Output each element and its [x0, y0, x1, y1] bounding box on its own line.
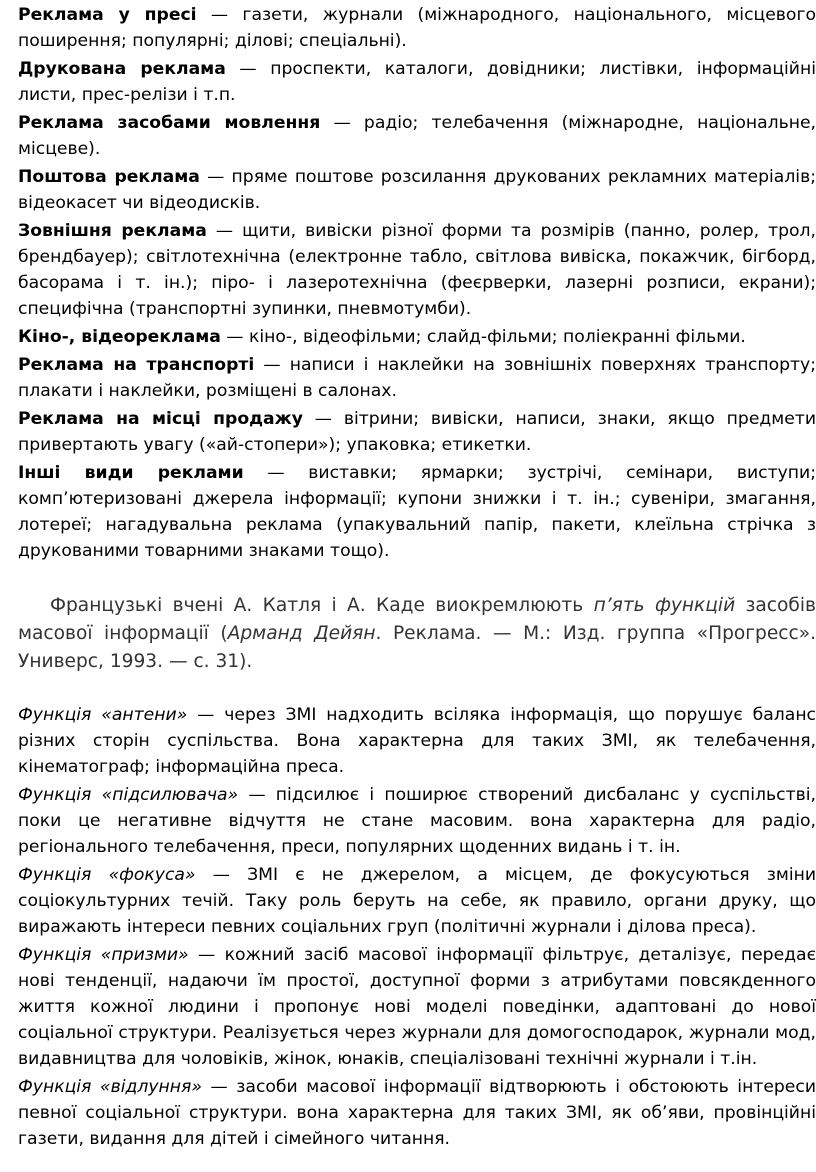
ad-type-description: — вітрини; вивіски, написи, знаки, якщо предмети привертають увагу («ай-стопери»); упаковка; етикетки.	[18, 409, 816, 455]
ad-type-description: — проспекти, каталоги, довідники; листівки, інформаційні листи, прес-релізи і т.п.	[18, 59, 816, 105]
function-description: — підсилює і поширює створений дисбаланс у суспільстві, поки це негативне відчуття не стане масовим. вона характерна для радіо, регіонального телебачення, преси, популярних щоденних видань і т. ін.	[18, 785, 816, 857]
ad-type-description: — виставки; ярмарки; зустрічі, семінари, виступи; комп’ютеризовані джерела інформації; купони знижки і т. ін.; сувеніри, змагання, лотереї; нагадувальна реклама (упакувальний папір, пакети, клеїльна стрічка з друкованими товарними знаками тощо).	[18, 463, 816, 561]
ad-type-film-video	[18, 324, 816, 350]
ad-type-term: Друкована реклама	[18, 59, 226, 79]
ad-type-print	[18, 56, 816, 108]
intro-emphasis: п’ять функцій	[593, 595, 736, 616]
ad-types-list	[18, 2, 816, 564]
function-focus	[18, 862, 816, 940]
intro-author: Арманд Дейян	[227, 623, 376, 644]
intro-text: засобів масової інформації (	[18, 595, 816, 644]
ad-type-term: Зовнішня реклама	[18, 221, 207, 241]
ad-type-point-of-sale	[18, 406, 816, 458]
function-antenna	[18, 702, 816, 780]
function-prism	[18, 942, 816, 1072]
function-description: — засоби масової інформації відтворюють і обстоюють інтереси певної соціальної структури. вона характерна для таких ЗМІ, як об’яви, провінційні газети, видання для дітей і сімейного читання.	[18, 1077, 816, 1149]
media-functions-list	[18, 702, 816, 1152]
ad-type-term: Кіно-, відеореклама	[18, 327, 221, 347]
function-description: — через ЗМІ надходить всіляка інформація, що порушує баланс різних сторін суспільства. Вона характерна для таких ЗМІ, як телебачення, кінематограф; інформаційна преса.	[18, 705, 816, 777]
document-page	[18, 2, 816, 1154]
ad-type-term: Реклама на місці продажу	[18, 409, 303, 429]
ad-type-term: Реклама на транспорті	[18, 355, 255, 375]
function-name: Функція «підсилювача»	[18, 785, 239, 805]
ad-type-term: Реклама засобами мовлення	[18, 113, 321, 133]
ad-type-term: Інші види реклами	[18, 463, 244, 483]
function-amplifier	[18, 782, 816, 860]
ad-type-term: Реклама у пресі	[18, 5, 197, 25]
function-name: Функція «фокуса»	[18, 865, 196, 885]
function-description: — ЗМІ є не джерелом, а місцем, де фокусуються зміни соціокультурних течій. Таку роль беруть на себе, як правило, органи друку, що виражають інтереси певних соціальних груп (політичні журнали і ділова преса).	[18, 865, 816, 937]
ad-type-transport	[18, 352, 816, 404]
ad-type-term: Поштова реклама	[18, 167, 200, 187]
ad-type-description: — кіно-, відеофільми; слайд-фільми; поліекранні фільми.	[220, 327, 746, 347]
intro-citation: . Реклама. — М.: Изд. группа «Прогресс». Универс, 1993. — с. 31).	[18, 623, 816, 672]
function-name: Функція «антени»	[18, 705, 188, 725]
ad-type-other	[18, 460, 816, 564]
function-name: Функція «відлуння»	[18, 1077, 202, 1097]
intro-paragraph	[18, 592, 816, 676]
ad-type-broadcast	[18, 110, 816, 162]
ad-type-outdoor	[18, 218, 816, 322]
ad-type-description: — радіо; телебачення (міжнародне, національне, місцеве).	[18, 113, 816, 159]
ad-type-press	[18, 2, 816, 54]
ad-type-mail	[18, 164, 816, 216]
ad-type-description: — написи і наклейки на зовнішніх поверхнях транспорту; плакати і наклейки, розміщені в салонах.	[18, 355, 816, 401]
function-name: Функція «призми»	[18, 945, 189, 965]
ad-type-description: — газети, журнали (міжнародного, національного, місцевого поширення; популярні; ділові; спеціальні).	[18, 5, 816, 51]
ad-type-description: — пряме поштове розсилання друкованих рекламних матеріалів; відеокасет чи відеодисків.	[18, 167, 816, 213]
function-echo	[18, 1074, 816, 1152]
ad-type-description: — щити, вивіски різної форми та розмірів (панно, ролер, трол, брендбауер); світлотехнічна (електронне табло, світлова вивіска, покажчик, бігборд, басорама і т. ін.); піро- і лазеротехнічна (феєрверки, лазерні розписи, екрани); специфічна (транспортні зупинки, пневмотумби).	[18, 221, 816, 319]
function-description: — кожний засіб масової інформації фільтрує, деталізує, передає нові тенденції, надаючи їм простої, доступної форми з атрибутами повсякденного життя кожної людини і пропонує нові моделі поведінки, адаптовані до нової соціальної структури. Реалізується через журнали для домогосподарок, журнали мод, видавництва для чоловіків, жінок, юнаків, спеціалізовані технічні журнали і т.ін.	[18, 945, 816, 1069]
intro-text: Французькі вчені А. Катля і А. Каде виокремлюють	[50, 595, 594, 616]
